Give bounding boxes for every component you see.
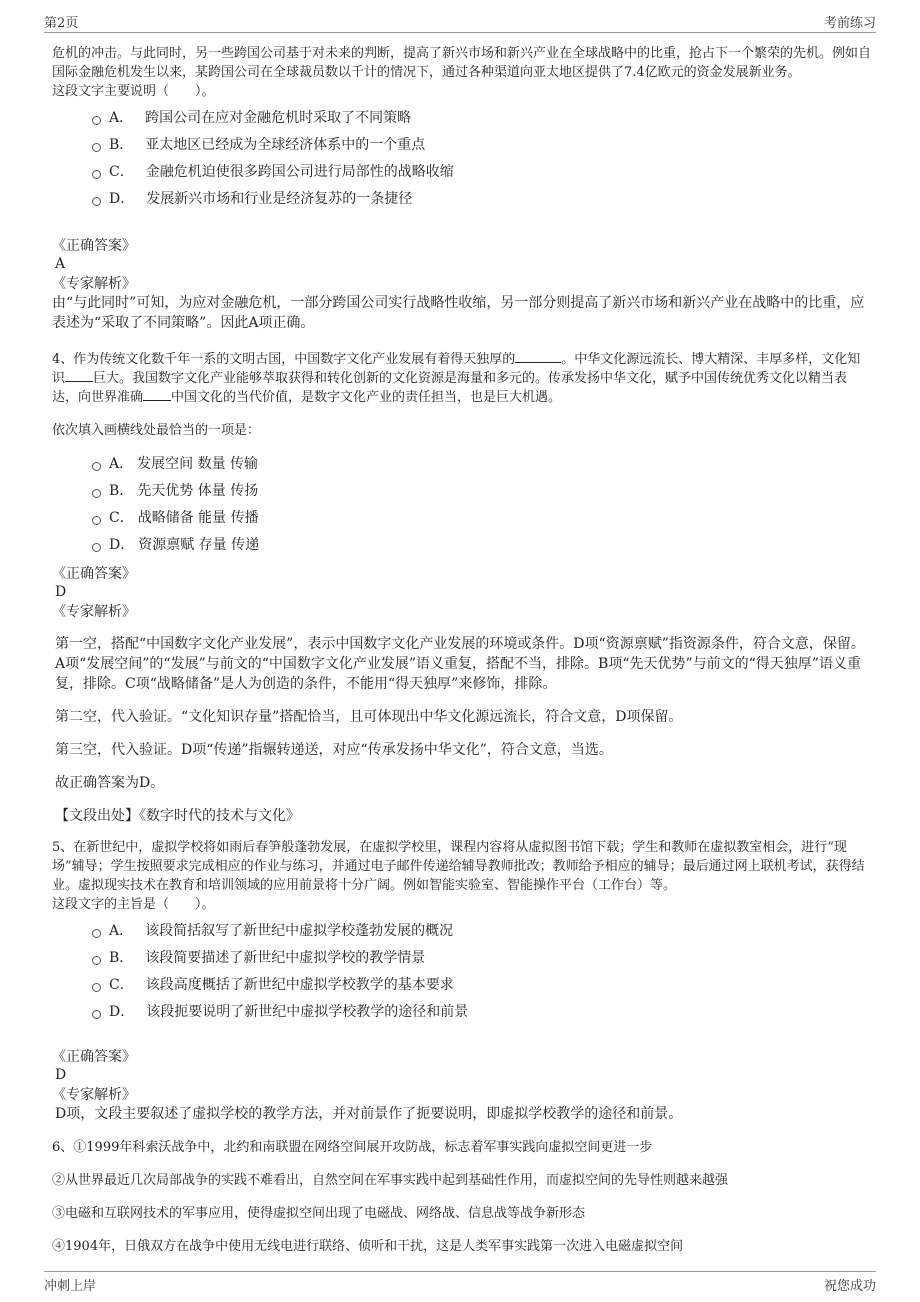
radio-icon[interactable] — [92, 489, 101, 498]
question-3-prompt: 这段文字主要说明（ ）。 — [52, 84, 215, 99]
blank-1 — [515, 350, 561, 363]
page-footer — [44, 1271, 876, 1296]
question-5 — [52, 838, 872, 1124]
radio-icon[interactable] — [92, 956, 101, 965]
radio-icon[interactable] — [92, 143, 101, 152]
radio-icon[interactable] — [92, 462, 101, 471]
option-b[interactable]: B． 先天优势 体量 传扬 — [92, 478, 872, 505]
option-b[interactable]: B． 该段简要描述了新世纪中虚拟学校的教学情景 — [92, 945, 872, 972]
radio-icon[interactable] — [92, 983, 101, 992]
radio-icon[interactable] — [92, 929, 101, 938]
page-content — [52, 44, 872, 1256]
answer-label: 《正确答案》 — [52, 238, 136, 254]
statement-3: ③电磁和互联网技术的军事应用，使得虚拟空间出现了电磁战、网络战、信息战等战争新形态 — [52, 1206, 586, 1221]
answer-value: D — [55, 584, 67, 600]
radio-icon[interactable] — [92, 197, 101, 206]
analysis-label: 《专家解析》 — [52, 1087, 136, 1103]
answer-value: A — [55, 256, 66, 272]
question-4-prompt: 依次填入画横线处最恰当的一项是： — [52, 423, 261, 438]
option-c[interactable]: C． 金融危机迫使很多跨国公司进行局部性的战略收缩 — [92, 159, 872, 186]
option-d[interactable]: D． 资源禀赋 存量 传递 — [92, 532, 872, 559]
option-a[interactable]: A． 发展空间 数量 传输 — [92, 451, 872, 478]
option-b[interactable]: B． 亚太地区已经成为全球经济体系中的一个重点 — [92, 132, 872, 159]
statement-2: ②从世界最近几次局部战争的实践不难看出，自然空间在军事实践中起到基础性作用，而虚拟空间的先导性则越来越强 — [52, 1173, 729, 1188]
question-3-stem: 危机的冲击。与此同时，另一些跨国公司基于对未来的判断，提高了新兴市场和新兴产业在全球战略中的比重，抢占下一个繁荣的先机。例如自国际金融危机发生以来，某跨国公司在全球裁员数以千计的情况下，通过各种渠道向亚太地区提供了7.4亿欧元的资金发展新业务。 — [52, 46, 872, 80]
page-number: 第2页 — [44, 15, 79, 31]
statement-1: 6、①1999年科索沃战争中，北约和南联盟在网络空间展开攻防战，标志着军事实践向虚拟空间更进一步 — [52, 1140, 653, 1155]
question-4-stem: 4、作为传统文化数千年一系的文明古国，中国数字文化产业发展有着得天独厚的 。中华文化源远流长、博大精深、丰厚多样，文化知识 巨大。我国数字文化产业能够萃取获得和转化创新的文化资源是海量和多元的。传承发扬中华文化，赋予中国传统优秀文化以精当表达，向世界准确 中国文化的当代价值，是数字文化产业的责任担当，也是巨大机遇。 — [52, 352, 861, 405]
radio-icon[interactable] — [92, 543, 101, 552]
header-title: 考前练习 — [823, 15, 876, 31]
question-4-options — [92, 451, 872, 559]
question-5-options — [92, 918, 872, 1026]
answer-label: 《正确答案》 — [52, 1049, 136, 1065]
question-3-options — [92, 105, 872, 213]
option-a[interactable]: A． 该段简括叙写了新世纪中虚拟学校蓬勃发展的概况 — [92, 918, 872, 945]
option-d[interactable]: D． 该段扼要说明了新世纪中虚拟学校教学的途径和前景 — [92, 999, 872, 1026]
analysis-paragraph: 第二空，代入验证。“文化知识存量”搭配恰当，且可体现出中华文化源远流长，符合文意，D项保留。 — [55, 709, 683, 725]
radio-icon[interactable] — [92, 516, 101, 525]
analysis-label: 《专家解析》 — [52, 276, 136, 292]
radio-icon[interactable] — [92, 116, 101, 125]
blank-2 — [65, 369, 93, 382]
radio-icon[interactable] — [92, 1010, 101, 1019]
analysis-label: 《专家解析》 — [52, 604, 136, 620]
statement-4: ④1904年，日俄双方在战争中使用无线电进行联络、侦听和干扰，这是人类军事实践第一次进入电磁虚拟空间 — [52, 1239, 684, 1254]
analysis-body — [55, 634, 872, 826]
question-5-stem: 5、在新世纪中，虚拟学校将如雨后春笋般蓬勃发展，在虚拟学校里，课程内容将从虚拟图书馆下载；学生和教师在虚拟教室相会，进行“现场”辅导；学生按照要求完成相应的作业与练习，并通过电子邮件传递给辅导教师批改；教师给予相应的辅导；最后通过网上联机考试，获得结业。虚拟现实技术在教育和培训领域的应用前景将十分广阔。例如智能实验室、智能操作平台（工作台）等。 — [52, 840, 865, 893]
analysis-text: D项，文段主要叙述了虚拟学校的教学方法，并对前景作了扼要说明，即虚拟学校教学的途径和前景。 — [55, 1106, 683, 1122]
option-a[interactable]: A． 跨国公司在应对金融危机时采取了不同策略 — [92, 105, 872, 132]
question-4 — [52, 350, 872, 826]
analysis-paragraph: 故正确答案为D。 — [55, 775, 165, 791]
answer-value: D — [55, 1067, 67, 1083]
option-c[interactable]: C． 该段高度概括了新世纪中虚拟学校教学的基本要求 — [92, 972, 872, 999]
analysis-paragraph: 第三空，代入验证。D项“传递”指辗转递送，对应“传承发扬中华文化”，符合文意，当选。 — [55, 742, 613, 758]
source-citation: 【文段出处】《数字时代的技术与文化》 — [55, 808, 300, 824]
blank-3 — [143, 388, 171, 401]
option-d[interactable]: D． 发展新兴市场和行业是经济复苏的一条捷径 — [92, 186, 872, 213]
answer-label: 《正确答案》 — [52, 566, 136, 582]
analysis-paragraph: 第一空，搭配“中国数字文化产业发展”，表示中国数字文化产业发展的环境或条件。D项“资源禀赋”指资源条件，符合文意，保留。A项“发展空间”的“发展”与前文的“中国数字文化产业发展”语义重复，搭配不当，排除。B项“先天优势”与前文的“得天独厚”语义重复，排除。C项“战略储备”是人为创造的条件，不能用“得天独厚”来修饰，排除。 — [55, 636, 865, 692]
question-3 — [52, 44, 872, 333]
footer-right-text: 祝您成功 — [823, 1278, 876, 1294]
page-header — [44, 10, 876, 33]
option-c[interactable]: C． 战略储备 能量 传播 — [92, 505, 872, 532]
question-6 — [52, 1138, 872, 1256]
analysis-text: 由“与此同时”可知，为应对金融危机，一部分跨国公司实行战略性收缩，另一部分则提高了新兴市场和新兴产业在战略中的比重，应表述为“采取了不同策略”。因此A项正确。 — [52, 295, 865, 331]
radio-icon[interactable] — [92, 170, 101, 179]
question-5-prompt: 这段文字的主旨是（ ）。 — [52, 897, 215, 912]
footer-left-text: 冲刺上岸 — [44, 1278, 97, 1294]
